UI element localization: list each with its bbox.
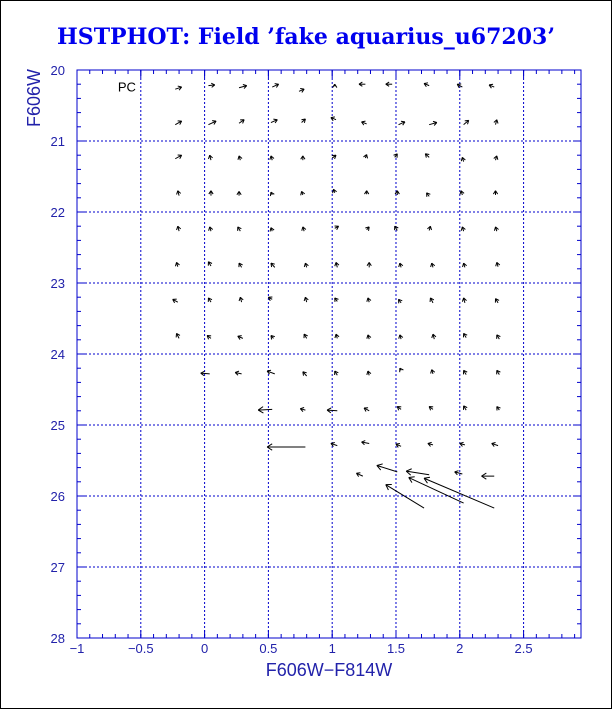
y-axis-label: F606W (24, 68, 44, 128)
arrow-head (177, 226, 178, 230)
arrow-head (362, 121, 366, 122)
arrow (300, 408, 305, 412)
arrow (427, 226, 431, 230)
arrow (335, 371, 339, 375)
arrow-field (173, 82, 501, 508)
arrow-head (367, 371, 368, 375)
x-tick-label: 1.5 (386, 641, 406, 656)
arrow (432, 334, 436, 339)
arrow (363, 154, 367, 158)
arrow (238, 156, 242, 160)
arrow-shaft (424, 478, 494, 508)
arrow-head (258, 410, 263, 413)
arrow-head (243, 84, 247, 85)
arrow (335, 334, 339, 338)
arrow-head (367, 335, 368, 339)
arrow (208, 298, 212, 302)
arrow (267, 370, 275, 374)
arrow-head (303, 372, 304, 376)
arrow-head (424, 83, 428, 84)
arrow (396, 443, 401, 447)
arrow (235, 371, 241, 375)
arrow (209, 227, 213, 231)
arrow (333, 189, 337, 193)
x-tick-label: 2.5 (514, 641, 533, 656)
arrow-head (428, 442, 432, 443)
arrow (238, 227, 242, 231)
arrow (367, 262, 371, 267)
arrow-head (461, 157, 462, 161)
arrow (327, 408, 337, 413)
arrow (209, 191, 213, 196)
arrow (271, 119, 277, 123)
arrow-head (377, 464, 383, 466)
arrow (239, 84, 247, 88)
arrow (362, 121, 367, 125)
arrow (464, 370, 468, 374)
arrow (460, 191, 464, 195)
arrow (208, 155, 212, 160)
x-tick-label: −0.5 (127, 641, 154, 656)
arrow-head (496, 262, 497, 266)
arrow (424, 477, 494, 508)
arrow-head (424, 477, 430, 478)
arrow-head (497, 120, 498, 124)
arrow (397, 407, 401, 411)
arrow (463, 263, 467, 267)
arrow-head (235, 371, 239, 372)
arrow-head (333, 189, 334, 193)
arrow (400, 368, 404, 372)
arrow (303, 372, 307, 376)
arrow-head (431, 263, 432, 267)
x-tick-label: 0 (200, 641, 209, 656)
arrow-head (463, 263, 464, 267)
x-tick-label: 0.5 (259, 641, 278, 656)
arrow (493, 191, 497, 195)
arrow (431, 263, 435, 267)
arrow-head (367, 154, 368, 158)
y-tick-label: 21 (50, 134, 65, 149)
y-tick-label: 25 (50, 418, 65, 433)
arrow-head (270, 192, 271, 196)
arrow-head (401, 121, 405, 122)
arrow (462, 298, 466, 303)
arrow (301, 191, 305, 195)
arrow-head (460, 442, 464, 443)
y-tick-label: 24 (50, 347, 65, 362)
arrow (238, 336, 243, 340)
arrow (406, 469, 429, 475)
arrow (386, 82, 392, 86)
arrow (497, 407, 501, 411)
arrow-head (494, 227, 495, 231)
arrow (461, 227, 465, 231)
arrow-head (300, 88, 304, 89)
y-tick-label: 23 (50, 276, 65, 291)
arrow (177, 191, 181, 196)
chart-title: HSTPHOT: Field ’fake aquarius_u67203’ (57, 24, 555, 50)
arrow-head (497, 156, 498, 160)
arrow (201, 371, 210, 375)
arrow (497, 335, 501, 339)
arrow-head (430, 226, 431, 230)
arrow (270, 156, 274, 160)
arrow (399, 335, 403, 339)
arrow (173, 299, 178, 303)
arrow-head (300, 408, 304, 409)
arrow (258, 407, 272, 413)
arrow (424, 83, 429, 87)
arrow (409, 477, 464, 503)
arrow (494, 227, 498, 231)
arrow (331, 117, 336, 121)
arrow (299, 88, 304, 92)
arrow-head (271, 263, 272, 267)
arrow-head (238, 336, 242, 337)
arrow-head (302, 227, 303, 231)
arrow-head (273, 119, 277, 120)
arrow (430, 298, 434, 303)
arrow (364, 191, 368, 195)
arrow (207, 336, 211, 340)
arrow (460, 442, 465, 446)
arrow (461, 157, 465, 161)
arrow (267, 444, 305, 450)
arrow-head (331, 442, 335, 443)
arrow-head (177, 191, 178, 195)
arrow (335, 298, 339, 302)
arrow (208, 83, 214, 87)
arrow (175, 155, 181, 159)
arrow (270, 192, 274, 196)
arrow (377, 464, 397, 472)
arrow (304, 263, 308, 267)
arrow (359, 82, 365, 86)
arrow (175, 121, 181, 125)
y-tick-label: 20 (50, 63, 65, 78)
arrow-head (492, 442, 496, 443)
arrow (494, 156, 498, 160)
arrow (335, 226, 339, 230)
arrow-head (212, 121, 216, 122)
arrow (399, 299, 403, 303)
arrow-head (489, 84, 493, 85)
arrow (304, 297, 308, 302)
arrow-head (455, 471, 459, 472)
arrow (304, 334, 308, 338)
y-tick-label: 28 (50, 631, 65, 646)
arrow-head (432, 334, 433, 338)
arrow (492, 442, 498, 446)
arrow (270, 228, 274, 232)
arrow (335, 262, 339, 267)
arrow-head (271, 336, 272, 340)
arrow-head (304, 263, 305, 267)
arrow-head (335, 334, 336, 338)
arrow-shaft (409, 478, 464, 504)
arrow (175, 262, 179, 266)
arrow (494, 120, 498, 125)
x-tick-labels (70, 641, 533, 656)
arrow (175, 86, 181, 90)
arrow (272, 84, 278, 88)
arrow-head (301, 191, 302, 195)
arrow (362, 441, 370, 445)
arrow (271, 336, 275, 340)
arrow (481, 473, 494, 479)
arrow-head (208, 155, 209, 159)
arrow-head (331, 117, 335, 118)
arrow (429, 407, 433, 411)
arrow (271, 263, 275, 267)
arrow-head (399, 263, 400, 267)
arrow-shaft (258, 409, 272, 410)
arrow-head (396, 443, 400, 444)
arrow (497, 370, 501, 374)
arrow (455, 471, 463, 475)
arrow (496, 262, 500, 266)
arrow-head (406, 469, 411, 471)
arrow (425, 154, 429, 158)
arrow (428, 442, 433, 446)
arrow-head (461, 227, 462, 231)
arrow (364, 408, 369, 412)
y-tick-label: 26 (50, 489, 65, 504)
arrow (495, 299, 499, 303)
arrow-head (304, 297, 305, 301)
grid-lines (77, 70, 581, 638)
y-tick-labels (51, 63, 65, 646)
x-tick-label: 2 (456, 641, 464, 656)
arrow (239, 120, 244, 124)
arrow (239, 297, 243, 302)
arrow (176, 333, 180, 338)
arrow (268, 297, 272, 301)
arrow-head (462, 298, 463, 302)
arrow (395, 226, 399, 230)
y-tick-label: 27 (50, 560, 65, 575)
arrow-head (399, 335, 400, 339)
arrow (399, 263, 403, 267)
arrow (208, 121, 216, 125)
arrow (367, 335, 371, 339)
arrow (429, 121, 437, 125)
arrow-head (270, 228, 271, 232)
arrow-head (356, 473, 360, 474)
arrow (464, 333, 468, 337)
panel-label: PC (117, 79, 136, 95)
arrow (333, 84, 337, 87)
arrow (464, 406, 468, 410)
arrow-head (275, 84, 279, 85)
arrow-head (409, 477, 415, 478)
arrow (431, 370, 435, 374)
arrow-head (431, 370, 432, 374)
arrow (464, 120, 469, 124)
y-tick-label: 22 (50, 205, 65, 220)
arrow (301, 156, 305, 160)
arrow (302, 227, 306, 231)
arrow-head (465, 120, 469, 121)
arrow-head (238, 156, 239, 160)
arrow-head (367, 298, 368, 302)
arrow-head (362, 441, 366, 442)
x-axis-label: F606W−F814W (265, 660, 393, 680)
arrow-head (433, 121, 437, 122)
arrow-head (270, 156, 271, 160)
arrow-head (301, 119, 305, 120)
arrow (394, 154, 398, 158)
arrow (489, 84, 494, 88)
arrow (367, 298, 371, 302)
arrow (177, 226, 181, 231)
arrow (365, 227, 369, 231)
arrow-head (267, 370, 271, 371)
arrow (301, 119, 305, 123)
arrow (367, 371, 371, 375)
arrow-head (239, 297, 240, 301)
arrow (331, 442, 337, 446)
x-tick-label: 1 (328, 641, 336, 656)
x-tick-label: −1 (69, 641, 85, 656)
arrow-head (335, 262, 336, 266)
arrow-head (209, 227, 210, 231)
arrow (237, 191, 241, 195)
arrow (208, 262, 212, 266)
arrow (427, 193, 431, 197)
arrow (399, 121, 405, 125)
arrow (239, 263, 243, 267)
arrow-head (178, 86, 182, 87)
arrow-head (175, 262, 176, 266)
arrow (356, 473, 362, 477)
